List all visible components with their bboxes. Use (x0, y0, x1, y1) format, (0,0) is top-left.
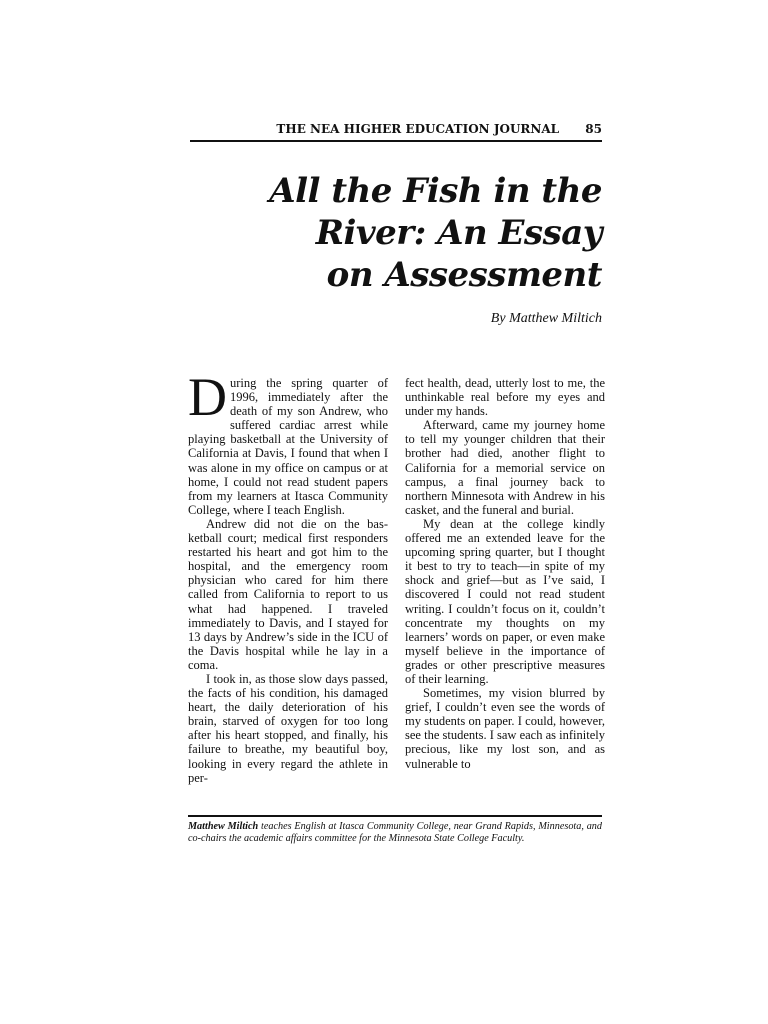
paragraph: fect health, dead, utterly lost to me, the unthinkable real before my eyes and under my hands. (405, 376, 605, 419)
running-head (190, 121, 602, 137)
journal-title: THE NEA HIGHER EDUCATION JOURNAL (276, 122, 560, 136)
footnote-rule (188, 815, 602, 817)
byline: By Matthew Miltich (490, 311, 602, 326)
footnote-author: Matthew Miltich (188, 821, 259, 832)
paragraph: Sometimes, my vision blurred by grief, I couldn’t even see the words of my students on paper. I could, however, see the students. I saw each as infinitely precious, like my lost son, and as vulnerable to (405, 686, 605, 771)
header-rule (190, 140, 602, 142)
paragraph: I took in, as those slow days passed, the facts of his condition, his damaged heart, the daily deterioration of his brain, starved of oxygen for too long after his heart stopped, and finally, his failure to breathe, my beautiful boy, looking in every regard the athlete in per- (188, 671, 388, 785)
author-footnote (188, 821, 602, 846)
title-line: on Assessment (326, 255, 602, 295)
paragraph: My dean at the college kindly offered me an extended leave for the upcoming spring quarter, but I thought it best to try to teach—in spite of my shock and grief—but as I’ve said, I discovered I could not read student writing. I couldn’t focus on it, couldn’t concentrate my thoughts on my learners’ words on paper, or even make myself believe in the importance of grades or other prescriptive measures of their learning. (405, 516, 605, 686)
paragraph: Afterward, came my journey home to tell my younger children that their brother had died, another flight to California for a memorial service on campus, a final journey back to northern Minnesota with Andrew in his casket, and the funeral and burial. (405, 418, 605, 517)
footnote-text: teaches English at Itasca Community College, near Grand Rapids, Minnesota, and co-chairs the academic affairs committee for the Minnesota State College Faculty. (188, 821, 602, 845)
article-title (200, 170, 602, 296)
drop-cap: D (188, 367, 227, 427)
body-column-right (405, 376, 605, 771)
paragraph-text: uring the spring quarter of 1996, immediately after the death of my son Andrew, who suffered cardiac arrest while playing basketball at the University of California at Davis, I found that when I was alone in my office on campus or at home, I could not read student papers from my learners at Itasca Community College, where I teach English. (188, 376, 388, 517)
body-column-left (188, 367, 388, 785)
paragraph: Andrew did not die on the basketball court; medical first responders restarted his heart and got him to the hospital, and the emergency room physician who cared for him there called from California to report to us what had happened. I traveled immediately to Davis, and I stayed for 13 days by Andrew’s side in the ICU of the Davis hospital while he lay in a coma. (188, 516, 388, 672)
title-line: All the Fish in the (269, 171, 602, 211)
title-line: River: An Essay (315, 213, 602, 253)
paragraph (188, 367, 388, 517)
page-number: 85 (585, 122, 602, 136)
